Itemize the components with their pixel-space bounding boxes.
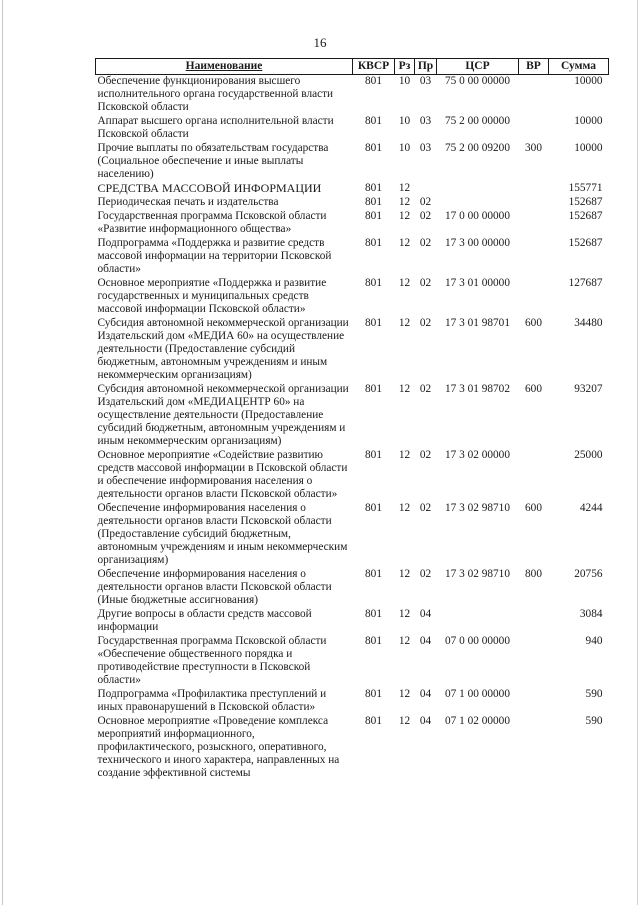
table-row [96,568,609,608]
cell-vr: 600 [525,383,542,395]
cell-csr: 17 0 00 00000 [445,210,510,222]
cell-pr: 03 [419,75,432,87]
cell-csr: 17 3 01 98701 [445,317,510,329]
cell-kvsr: 801 [365,502,382,514]
cell-vr: 300 [525,142,542,154]
cell-vr [519,182,549,196]
cell-rz: 12 [398,635,411,647]
cell-kvsr: 801 [365,317,382,329]
cell-name: Основное мероприятие «Проведение комплекса мероприятий информационного, профилактического, розыскного, оперативного, технического и иного характера, направленных на создание эффективной системы [97,715,340,779]
cell-vr [519,115,549,142]
cell-kvsr: 801 [365,277,382,289]
cell-kvsr: 801 [365,75,382,87]
page-number: 16 [313,35,327,50]
cell-kvsr: 801 [365,142,382,154]
cell-pr: 02 [419,210,432,222]
cell-rz: 10 [398,75,411,87]
cell-kvsr: 801 [365,449,382,461]
cell-sum: 20756 [574,568,603,580]
cell-kvsr: 801 [365,237,382,249]
cell-name: Основное мероприятие «Поддержка и развитие государственных и муниципальных средств массовой информации Псковской области» [97,277,327,315]
cell-pr: 04 [419,688,432,700]
cell-pr: 03 [419,115,432,127]
table-row [96,196,609,210]
cell-pr: 04 [419,635,432,647]
cell-name: СРЕДСТВА МАССОВОЙ ИНФОРМАЦИИ [97,181,322,195]
table-row [96,317,609,383]
cell-pr [415,182,437,196]
cell-rz: 12 [398,568,411,580]
header-row [96,59,609,75]
cell-name: Обеспечение функционирования высшего исполнительного органа государственной власти Псковской области [97,75,334,113]
table-row [96,210,609,237]
cell-sum: 34480 [574,317,603,329]
header-sum: Сумма [549,59,609,75]
table-row [96,277,609,317]
cell-vr [519,449,549,502]
cell-name: Государственная программа Псковской области «Развитие информационного общества» [97,210,327,235]
cell-csr: 17 3 01 98702 [445,383,510,395]
cell-sum: 10000 [574,142,603,154]
cell-vr [519,237,549,277]
cell-pr: 02 [419,502,432,514]
table-row [96,182,609,196]
cell-name: Субсидия автономной некоммерческой организации Издательский дом «МЕДИАЦЕНТР 60» на осуществление деятельности (Предоставление субсидий бюджетным, автономным учреждениям и иным некоммерческим организациям) [97,383,349,447]
table-row [96,75,609,116]
cell-sum: 127687 [568,277,603,289]
table-row [96,115,609,142]
cell-vr [519,210,549,237]
cell-csr: 17 3 02 98710 [445,568,510,580]
table-row [96,449,609,502]
cell-name: Основное мероприятие «Содействие развитию средств массовой информации в Псковской области и обеспечение информирования населения о деятельности органов власти Псковской области» [97,449,348,500]
table-body [96,75,609,782]
cell-sum: 590 [585,715,603,727]
cell-name: Подпрограмма «Профилактика преступлений и иных правонарушений в Псковской области» [97,688,327,713]
table-row [96,502,609,568]
cell-rz: 10 [398,115,411,127]
cell-kvsr: 801 [365,608,382,620]
cell-name: Государственная программа Псковской области «Обеспечение общественного порядка и противодействие преступности в Псковской области» [97,635,327,686]
cell-rz: 12 [398,502,411,514]
budget-table-container [95,58,608,781]
cell-sum: 3084 [579,608,603,620]
cell-sum: 940 [585,635,603,647]
header-rz: Рз [395,59,415,75]
cell-vr [519,688,549,715]
table-row [96,688,609,715]
cell-csr: 75 0 00 00000 [445,75,510,87]
cell-sum: 152687 [568,196,603,208]
table-row [96,237,609,277]
scan-edge-left [2,0,3,905]
table-row [96,715,609,781]
table-row [96,635,609,688]
cell-pr: 02 [419,383,432,395]
cell-sum: 4244 [579,502,603,514]
cell-pr: 02 [419,568,432,580]
cell-vr [519,635,549,688]
cell-vr [519,608,549,635]
cell-csr [437,196,519,210]
table-row [96,142,609,182]
cell-vr [519,196,549,210]
cell-sum: 25000 [574,449,603,461]
cell-sum: 152687 [568,210,603,222]
cell-csr: 07 1 02 00000 [445,715,510,727]
cell-name: Подпрограмма «Поддержка и развитие средств массовой информации на территории Псковской области» [97,237,332,275]
cell-rz: 12 [398,449,411,461]
cell-name: Периодическая печать и издательства [97,196,279,208]
budget-table [95,58,609,781]
table-row [96,608,609,635]
cell-sum: 10000 [574,115,603,127]
cell-name: Аппарат высшего органа исполнительной власти Псковской области [97,115,334,140]
cell-sum: 590 [585,688,603,700]
cell-rz: 12 [398,210,411,222]
header-csr: ЦСР [437,59,519,75]
cell-pr: 04 [419,608,432,620]
cell-kvsr: 801 [365,182,382,194]
cell-rz: 12 [398,182,411,194]
cell-kvsr: 801 [365,688,382,700]
cell-csr: 17 3 01 00000 [445,277,510,289]
cell-name: Субсидия автономной некоммерческой организации Издательский дом «МЕДИА 60» на осуществление деятельности (Предоставление субсидий бюджетным, автономным учреждениям и иным некоммерческим организациям) [97,317,349,381]
cell-pr: 02 [419,277,432,289]
cell-rz: 12 [398,196,411,208]
header-name: Наименование [96,59,353,75]
cell-sum: 93207 [574,383,603,395]
cell-rz: 12 [398,237,411,249]
cell-rz: 12 [398,715,411,727]
header-kvsr: КВСР [353,59,395,75]
cell-csr: 17 3 02 98710 [445,502,510,514]
cell-rz: 10 [398,142,411,154]
cell-vr [519,75,549,116]
cell-vr: 800 [525,568,542,580]
cell-name: Обеспечение информирования населения о деятельности органов власти Псковской области (Предоставление субсидий бюджетным, автономным учреждениям и иным некоммерческим организациям) [97,502,348,566]
cell-rz: 12 [398,383,411,395]
cell-sum: 155771 [568,182,603,194]
cell-rz: 12 [398,317,411,329]
cell-rz: 12 [398,277,411,289]
cell-csr: 75 2 00 09200 [445,142,510,154]
cell-sum: 10000 [574,75,603,87]
header-pr: Пр [415,59,437,75]
cell-name: Обеспечение информирования населения о деятельности органов власти Псковской области (Иные бюджетные ассигнования) [97,568,332,606]
cell-kvsr: 801 [365,196,382,208]
cell-csr: 17 3 00 00000 [445,237,510,249]
cell-vr: 600 [525,502,542,514]
cell-kvsr: 801 [365,383,382,395]
cell-kvsr: 801 [365,210,382,222]
cell-rz: 12 [398,608,411,620]
table-header [96,59,609,75]
scan-edge-right [637,0,638,905]
cell-pr: 02 [419,237,432,249]
cell-name: Другие вопросы в области средств массовой информации [97,608,312,633]
cell-sum: 152687 [568,237,603,249]
cell-pr: 02 [419,449,432,461]
cell-csr [437,608,519,635]
cell-kvsr: 801 [365,635,382,647]
table-row [96,383,609,449]
cell-csr: 07 0 00 00000 [445,635,510,647]
cell-pr: 02 [419,196,432,208]
cell-kvsr: 801 [365,115,382,127]
cell-pr: 02 [419,317,432,329]
cell-name: Прочие выплаты по обязательствам государства (Социальное обеспечение и иные выплаты населению) [97,142,329,180]
cell-csr: 17 3 02 00000 [445,449,510,461]
cell-csr: 75 2 00 00000 [445,115,510,127]
cell-csr: 07 1 00 00000 [445,688,510,700]
cell-vr: 600 [525,317,542,329]
header-vr: ВР [519,59,549,75]
cell-pr: 03 [419,142,432,154]
cell-vr [519,715,549,781]
cell-kvsr: 801 [365,715,382,727]
cell-csr [437,182,519,196]
cell-kvsr: 801 [365,568,382,580]
cell-vr [519,277,549,317]
cell-pr: 04 [419,715,432,727]
cell-rz: 12 [398,688,411,700]
